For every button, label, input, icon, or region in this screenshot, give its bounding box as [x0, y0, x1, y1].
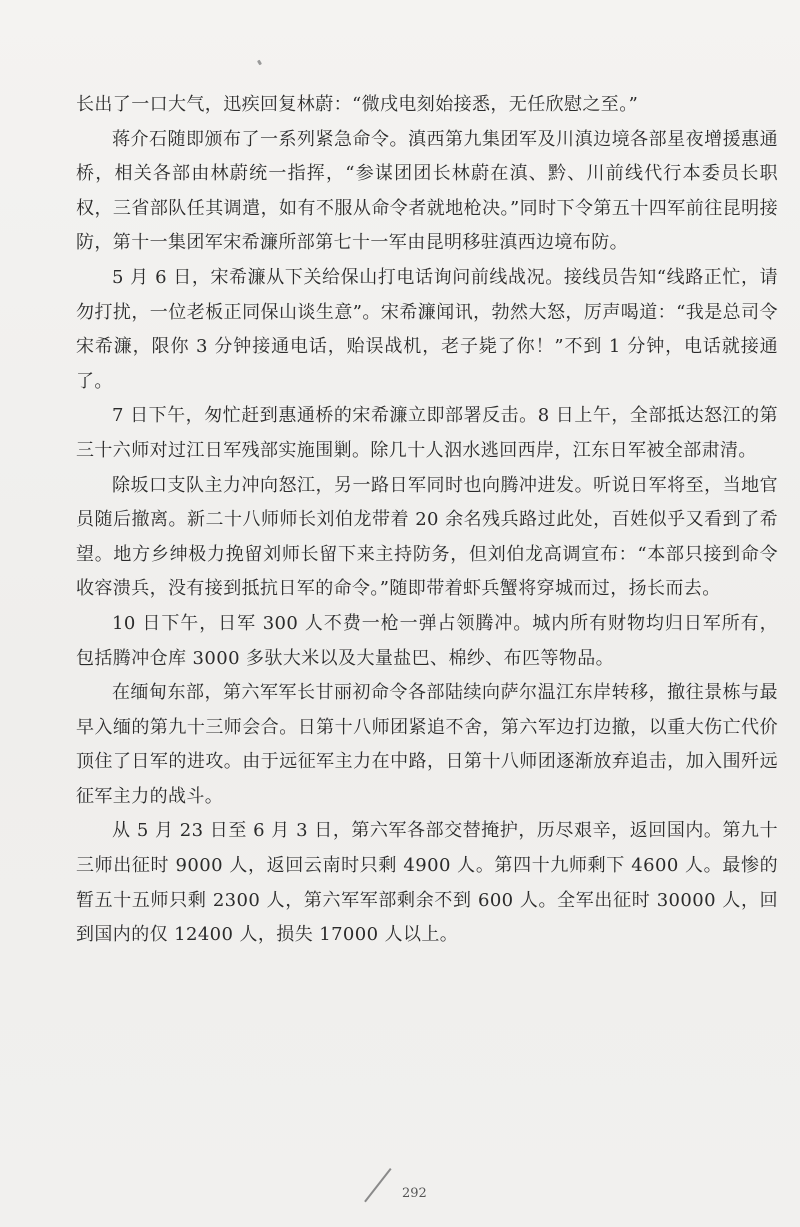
paragraph-7: 在缅甸东部，第六军军长甘丽初命令各部陆续向萨尔温江东岸转移，撤往景栋与最早入缅的第九十三师会合。日第十八师团紧追不舍，第六军边打边撤，以重大伤亡代价顶住了日军的进攻。由于远征军主力在中路，日第十八师团逐渐放弃追击，加入围歼远征军主力的战斗。 — [76, 682, 778, 807]
body-text — [76, 88, 778, 953]
paragraph-6: 10 日下午，日军 300 人不费一枪一弹占领腾冲。城内所有财物均归日军所有，包括腾冲仓库 3000 多驮大米以及大量盐巴、棉纱、布匹等物品。 — [76, 612, 778, 669]
paragraph-8: 从 5 月 23 日至 6 月 3 日，第六军各部交替掩护，历尽艰辛，返回国内。第九十三师出征时 9000 人，返回云南时只剩 4900 人。第四十九师剩下 4600 人。最惨的暂五十五师只剩 2300 人，第六军军部剩余不到 600 人。全军出征时 30000 人，回到国内的仅 12400 人，损失 17000 人以上。 — [76, 820, 778, 946]
paragraph-5: 除坂口支队主力冲向怒江，另一路日军同时也向腾冲进发。听说日军将至，当地官员随后撤离。新二十八师师长刘伯龙带着 20 余名残兵路过此处，百姓似乎又看到了希望。地方乡绅极力挽留刘师长留下来主持防务，但刘伯龙高调宣布：“本部只接到命令收容溃兵，没有接到抵抗日军的命令。”随即带着虾兵蟹将穿城而过，扬长而去。 — [76, 474, 778, 600]
footer-slash-ornament — [364, 1168, 391, 1202]
paragraph-4: 7 日下午，匆忙赶到惠通桥的宋希濂立即部署反击。8 日上午，全部抵达怒江的第三十六师对过江日军残部实施围剿。除几十人泅水逃回西岸，江东日军被全部肃清。 — [76, 405, 778, 461]
paragraph-3: 5 月 6 日，宋希濂从下关给保山打电话询问前线战况。接线员告知“线路正忙，请勿打扰，一位老板正同保山谈生意”。宋希濂闻讯，勃然大怒，厉声喝道：“我是总司令宋希濂，限你 3 分钟接通电话，贻误战机，老子毙了你！”不到 1 分钟，电话就接通了。 — [76, 266, 778, 392]
page-footer — [360, 1168, 480, 1218]
paragraph-1: 长出了一口大气，迅疾回复林蔚：“微戌电刻始接悉，无任欣慰之至。” — [76, 94, 639, 115]
paragraph-2: 蒋介石随即颁布了一系列紧急命令。滇西第九集团军及川滇边境各部星夜增援惠通桥，相关各部由林蔚统一指挥，“参谋团团长林蔚在滇、黔、川前线代行本委员长职权，三省部队任其调遣，如有不服从命令者就地枪决。”同时下令第五十四军前往昆明接防，第十一集团军宋希濂所部第七十一军由昆明移驻滇西边境布防。 — [76, 128, 778, 254]
page-number: 292 — [402, 1186, 427, 1201]
print-speck — [257, 60, 262, 66]
